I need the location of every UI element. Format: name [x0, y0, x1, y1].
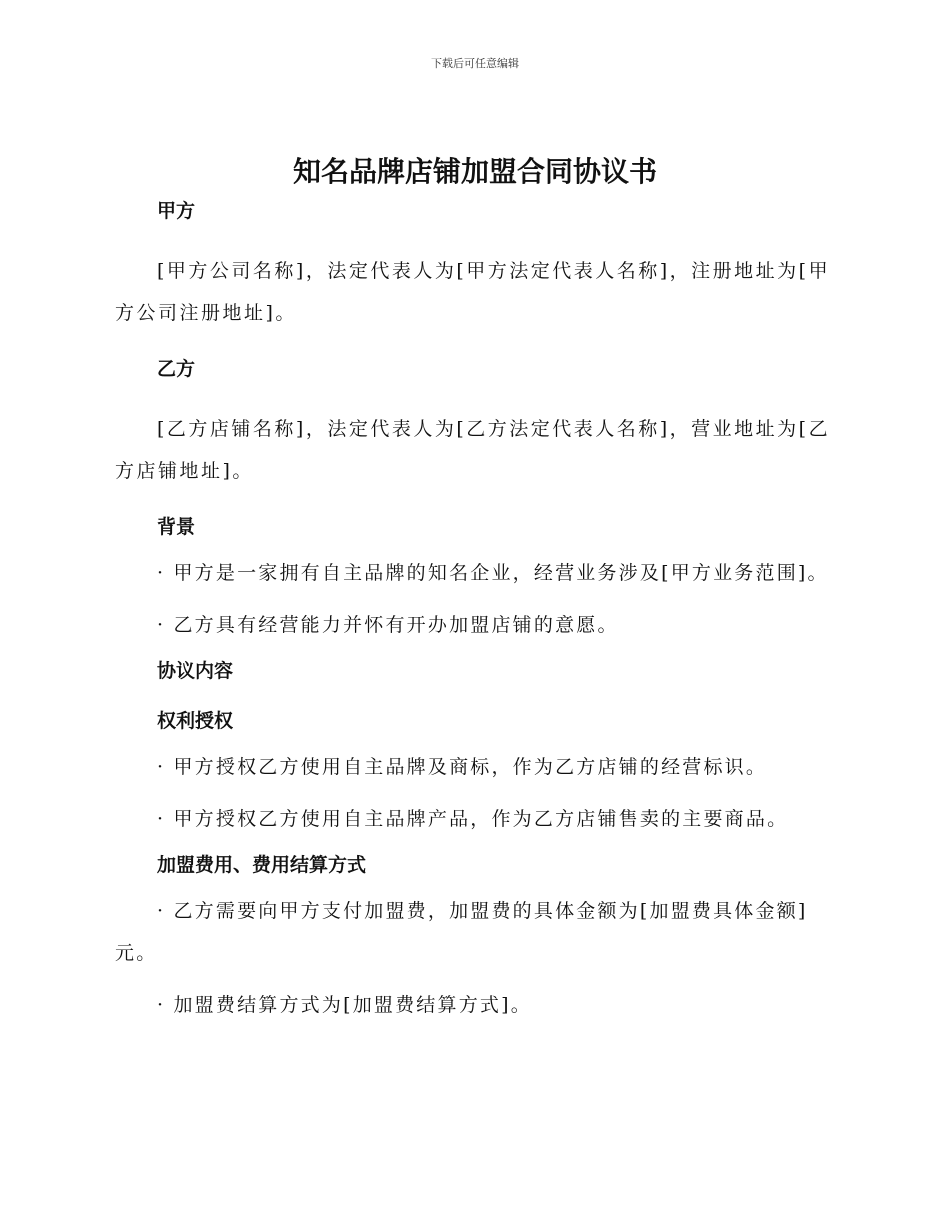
rights-heading: 权利授权: [157, 710, 234, 732]
page-header-note: 下载后可任意编辑: [431, 57, 519, 70]
document-body: [115, 196, 837, 1026]
party-a-heading: 甲方: [157, 200, 196, 222]
rights-item: · 甲方授权乙方使用自主品牌产品，作为乙方店铺售卖的主要商品。: [157, 808, 789, 830]
agreement-heading: 协议内容: [157, 660, 234, 682]
background-item: · 乙方具有经营能力并怀有开办加盟店铺的意愿。: [157, 614, 619, 636]
fees-item: · 加盟费结算方式为[加盟费结算方式]。: [157, 994, 532, 1016]
document-title: 知名品牌店铺加盟合同协议书: [292, 155, 657, 188]
rights-item: · 甲方授权乙方使用自主品牌及商标，作为乙方店铺的经营标识。: [157, 756, 768, 778]
party-b-text: [乙方店铺名称]，法定代表人为[乙方法定代表人名称]，营业地址为[乙方店铺地址]。: [115, 418, 831, 482]
party-a-text: [甲方公司名称]，法定代表人为[甲方法定代表人名称]，注册地址为[甲方公司注册地址]。: [115, 260, 831, 324]
fees-item: · 乙方需要向甲方支付加盟费，加盟费的具体金额为[加盟费具体金额]元。: [115, 900, 808, 964]
fees-heading: 加盟费用、费用结算方式: [157, 854, 367, 876]
party-b-heading: 乙方: [157, 358, 196, 380]
background-item: · 甲方是一家拥有自主品牌的知名企业，经营业务涉及[甲方业务范围]。: [157, 562, 829, 584]
background-heading: 背景: [157, 516, 196, 538]
